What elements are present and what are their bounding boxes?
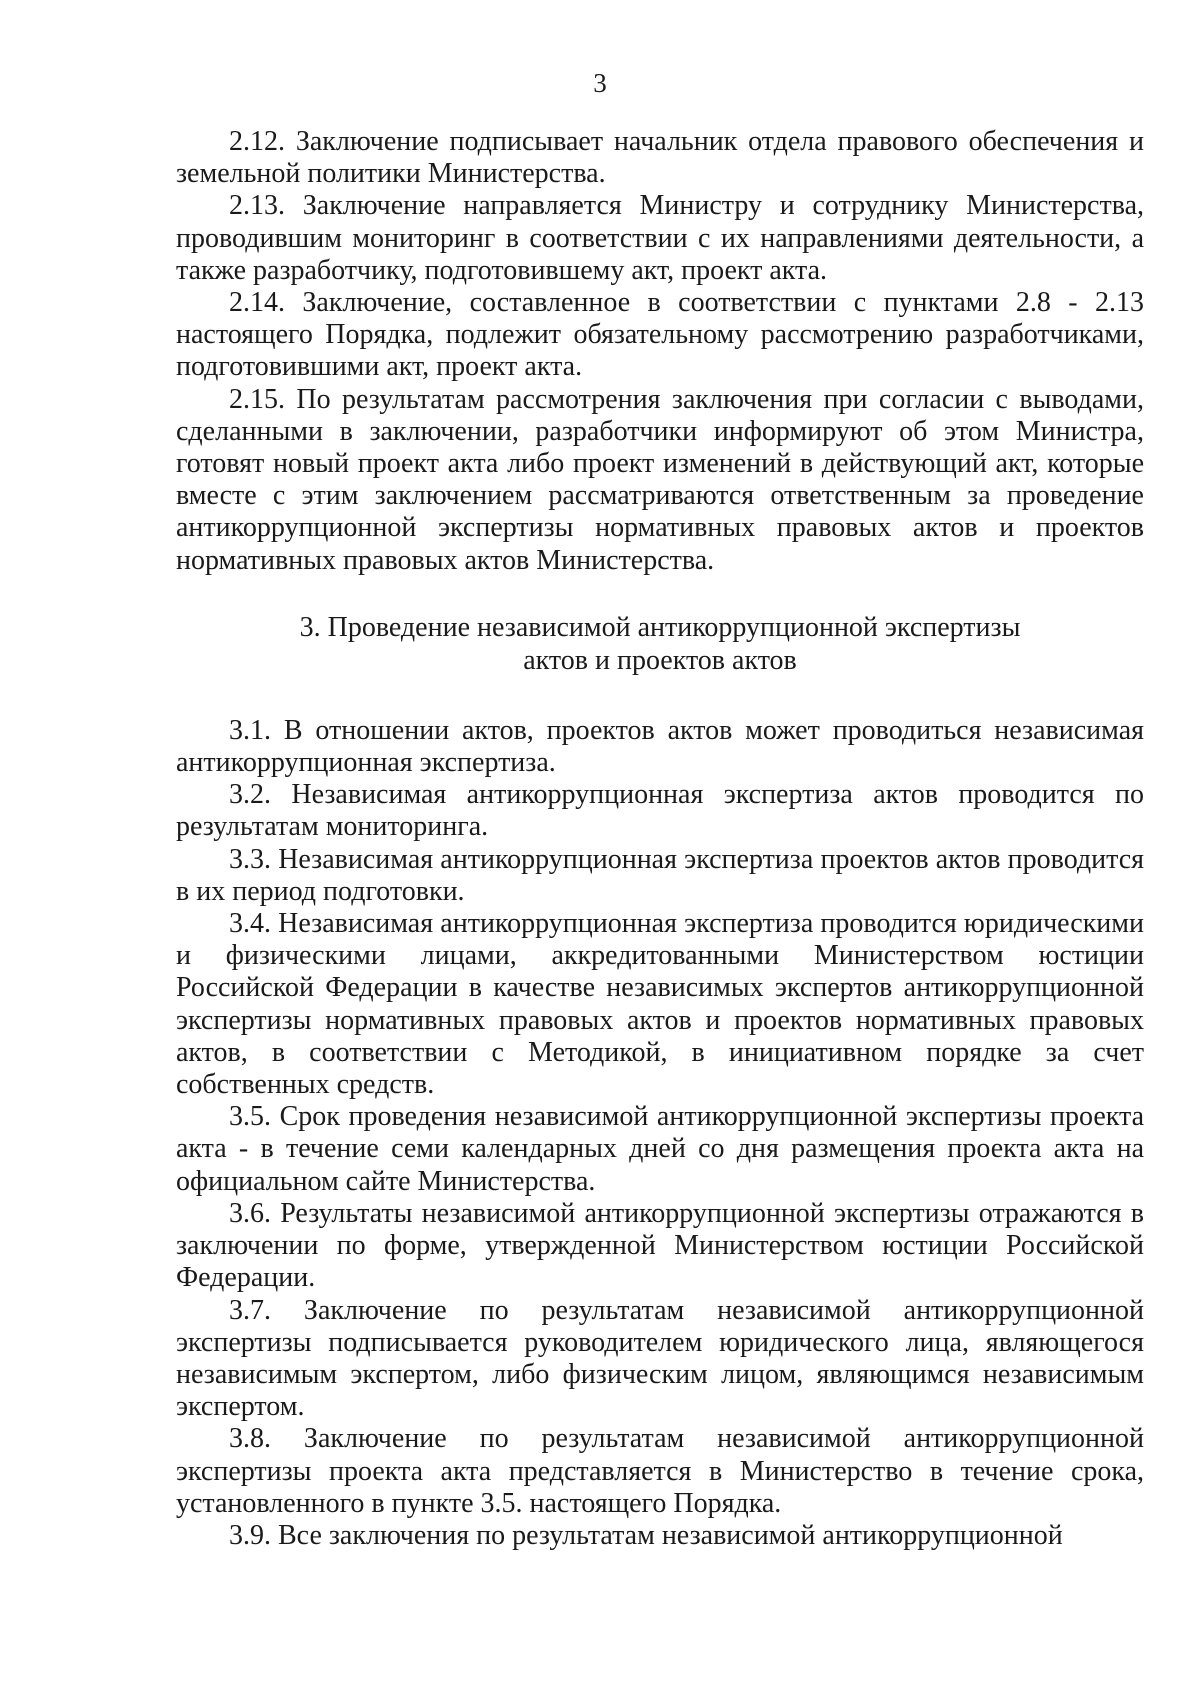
- page-number: 3: [593, 68, 607, 98]
- paragraph-2-15: 2.15. По результатам рассмотрения заключения при согласии с выводами, сделанными в заключении, разработчики информируют об этом Министра, готовят новый проект акта либо проект изменений в действующий акт, которые вместе с этим заключением рассматриваются ответственным за проведение антикоррупционной экспертизы нормативных правовых актов и проектов нормативных правовых актов Министерства.: [176, 383, 1144, 576]
- document-body: [176, 126, 1144, 1552]
- section-3-heading: [176, 611, 1144, 677]
- paragraph-2-12: 2.12. Заключение подписывает начальник отдела правового обеспечения и земельной политики Министерства.: [176, 126, 1144, 190]
- paragraph-2-13: 2.13. Заключение направляется Министру и сотруднику Министерства, проводившим мониторинг в соответствии с их направлениями деятельности, а также разработчику, подготовившему акт, проект акта.: [176, 190, 1144, 286]
- paragraph-2-14: 2.14. Заключение, составленное в соответствии с пунктами 2.8 - 2.13 настоящего Порядка, подлежит обязательному рассмотрению разработчиками, подготовившими акт, проект акта.: [176, 287, 1144, 383]
- section-3-heading-line-1: 3. Проведение независимой антикоррупционной экспертизы: [299, 611, 1021, 643]
- paragraph-3-9: 3.9. Все заключения по результатам независимой антикоррупционной: [229, 1519, 1063, 1551]
- section-3-heading-line-2: актов и проектов актов: [523, 644, 797, 676]
- paragraph-3-6: 3.6. Результаты независимой антикоррупционной экспертизы отражаются в заключении по форме, утвержденной Министерством юстиции Российской Федерации.: [176, 1197, 1144, 1294]
- paragraph-3-2: 3.2. Независимая антикоррупционная экспертиза актов проводится по результатам мониторинга.: [176, 779, 1144, 843]
- paragraph-3-5: 3.5. Срок проведения независимой антикоррупционной экспертизы проекта акта - в течение семи календарных дней со дня размещения проекта акта на официальном сайте Министерства.: [176, 1101, 1144, 1197]
- paragraph-3-3: 3.3. Независимая антикоррупционная экспертиза проектов актов проводится в их период подготовки.: [176, 843, 1144, 907]
- paragraph-3-7: 3.7. Заключение по результатам независимой антикоррупционной экспертизы подписывается руководителем юридического лица, являющегося независимым экспертом, либо физическим лицом, являющимся независимым экспертом.: [176, 1294, 1144, 1423]
- paragraph-3-8: 3.8. Заключение по результатам независимой антикоррупционной экспертизы проекта акта представляется в Министерство в течение срока, установленного в пункте 3.5. настоящего Порядка.: [176, 1423, 1144, 1519]
- paragraph-3-1: 3.1. В отношении актов, проектов актов может проводиться независимая антикоррупционная экспертиза.: [176, 714, 1144, 779]
- paragraph-3-4: 3.4. Независимая антикоррупционная экспертиза проводится юридическими и физическими лицами, аккредитованными Министерством юстиции Российской Федерации в качестве независимых экспертов антикоррупционной экспертизы нормативных правовых актов и проектов нормативных правовых актов, в соответствии с Методикой, в инициативном порядке за счет собственных средств.: [176, 908, 1144, 1101]
